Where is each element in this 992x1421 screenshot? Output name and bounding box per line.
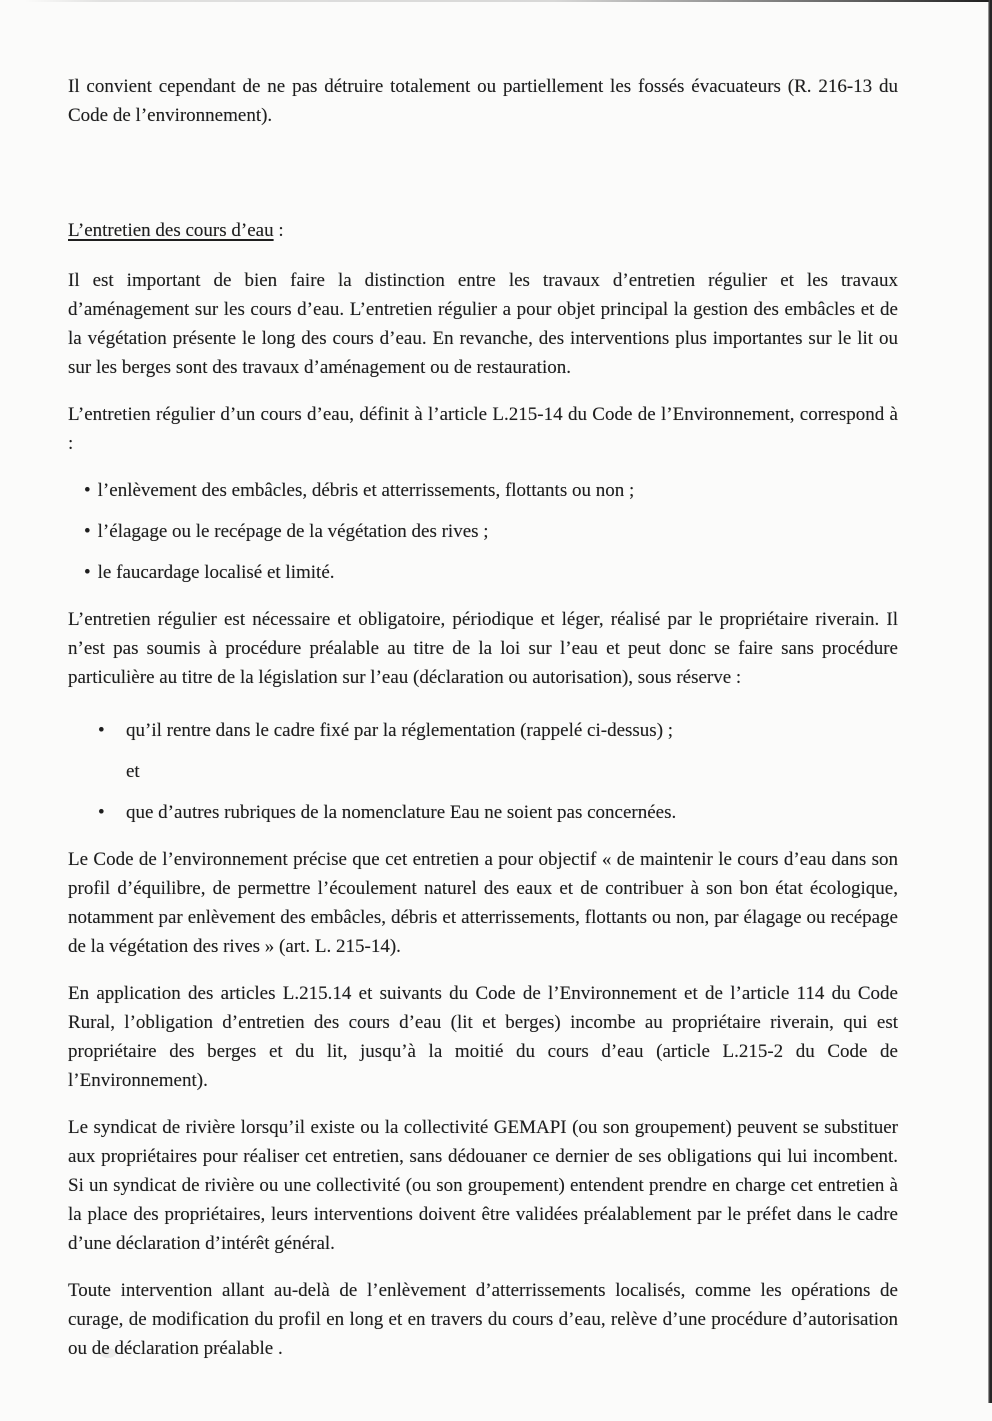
- section-heading-colon: :: [273, 220, 284, 241]
- bullet-icon: •: [98, 720, 105, 741]
- regular-maintenance-list: [68, 476, 898, 587]
- list-item: [84, 517, 898, 546]
- list-item-text: qu’il rentre dans le cadre fixé par la réglementation (rappelé ci-dessus) ;: [126, 720, 674, 741]
- section-heading: [68, 216, 898, 245]
- paragraph-objective: Le Code de l’environnement précise que cet entretien a pour objectif « de maintenir le cours d’eau dans son profil d’équilibre, de permettre l’écoulement naturel des eaux et de contribuer à son bon état écologique, notamment par enlèvement des embâcles, débris et atterrissements, flottants ou non, par élagage ou recépage de la végétation des rives » (art. L. 215-14).: [68, 849, 898, 957]
- list-item-text: l’élagage ou le recépage de la végétation des rives ;: [97, 521, 489, 542]
- list-item: [84, 476, 898, 505]
- bullet-icon: •: [84, 562, 91, 583]
- list-item-text: que d’autres rubriques de la nomenclature Eau ne soient pas concernées.: [126, 802, 677, 823]
- paragraph-obligation: L’entretien régulier est nécessaire et obligatoire, périodique et léger, réalisé par le propriétaire riverain. Il n’est pas soumis à procédure préalable au titre de la loi sur l’eau et peut donc se faire sans procédure particulière au titre de la législation sur l’eau (déclaration ou autorisation), sous réserve :: [68, 609, 898, 688]
- paragraph-definition: L’entretien régulier d’un cours d’eau, définit à l’article L.215-14 du Code de l’Environnement, correspond à :: [68, 404, 898, 454]
- conditions-list: [68, 716, 898, 827]
- list-connector-text: et: [126, 761, 140, 782]
- paragraph-application: En application des articles L.215.14 et suivants du Code de l’Environnement et de l’article 114 du Code Rural, l’obligation d’entretien des cours d’eau (lit et berges) incombe au propriétaire riverain, qui est propriétaire des berges et du lit, jusqu’à la moitié du cours d’eau (article L.215-2 du Code de l’Environnement).: [68, 983, 898, 1091]
- scan-top-edge-artifact: [24, 0, 989, 2]
- list-item-text: le faucardage localisé et limité.: [97, 562, 335, 583]
- bullet-icon: •: [84, 521, 91, 542]
- paragraph-intervention: Toute intervention allant au-delà de l’enlèvement d’atterrissements localisés, comme les opérations de curage, de modification du profil en long et en travers du cours d’eau, relève d’une procédure d’autorisation ou de déclaration préalable .: [68, 1280, 898, 1359]
- intro-paragraph: Il convient cependant de ne pas détruire totalement ou partiellement les fossés évacuateurs (R. 216-13 du Code de l’environnement).: [68, 76, 898, 126]
- list-item: [84, 558, 898, 587]
- paragraph-distinction: Il est important de bien faire la distinction entre les travaux d’entretien régulier et les travaux d’aménagement sur les cours d’eau. L’entretien régulier a pour objet principal la gestion des embâcles et de la végétation présente le long des cours d’eau. En revanche, des interventions plus importantes sur le lit ou sur les berges sont des travaux d’aménagement ou de restauration.: [68, 270, 898, 378]
- bullet-icon: •: [84, 480, 91, 501]
- paragraph-syndicat: Le syndicat de rivière lorsqu’il existe ou la collectivité GEMAPI (ou son groupement) peuvent se substituer aux propriétaires pour réaliser cet entretien, sans dédouaner ce dernier de ses obligations qui lui incombent. Si un syndicat de rivière ou une collectivité (ou son groupement) entendent prendre en charge cet entretien à la place des propriétaires, leurs interventions doivent être validées préalablement par le préfet dans le cadre d’une déclaration d’intérêt général.: [68, 1117, 898, 1254]
- list-item: [98, 798, 898, 827]
- bullet-icon: •: [98, 802, 105, 823]
- list-item: [98, 716, 898, 745]
- section-heading-text: L’entretien des cours d’eau: [68, 220, 274, 241]
- scan-smudge-artifact: [100, 1348, 116, 1358]
- scan-right-edge-artifact: [988, 0, 992, 1403]
- list-item-text: l’enlèvement des embâcles, débris et atterrissements, flottants ou non ;: [97, 480, 635, 501]
